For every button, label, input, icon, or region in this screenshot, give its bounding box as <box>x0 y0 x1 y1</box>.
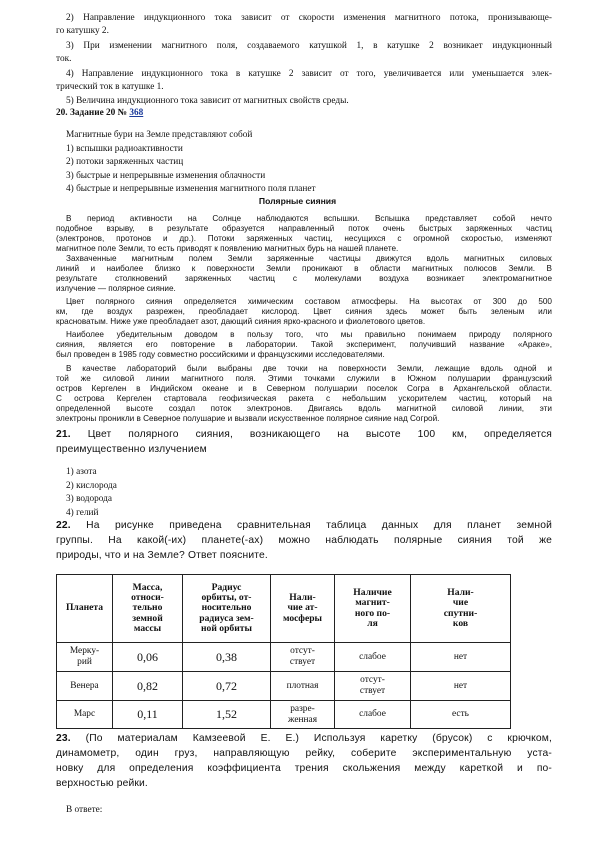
cell-text: разре- <box>290 703 315 714</box>
header-mass-line: тельно <box>132 602 163 614</box>
cell-text: женная <box>287 714 318 725</box>
task23-line-3: новку для определения коэффициента трения скольжения между кареткой и по- <box>56 763 552 774</box>
cell-planet <box>57 672 113 701</box>
task20-option-4: 4) быстрые и непрерывные изменения магнитного поля планет <box>66 184 316 194</box>
cell-orbit-radius: 1,52 <box>183 701 271 729</box>
task20-option-1: 1) вспышки радиоактивности <box>66 144 183 154</box>
header-mass-line: массы <box>133 622 162 634</box>
cell-text: ствует <box>359 686 386 696</box>
task20-option-2: 2) потоки заряженных частиц <box>66 157 184 167</box>
cell-planet <box>57 643 113 672</box>
planet-comparison-table <box>56 574 511 729</box>
header-orbit-line: Радиус <box>211 581 242 593</box>
answer-label: В ответе: <box>66 805 103 815</box>
article-line-4: магнитное поле Земли, то есть приводят к появлению магнитных бурь на нашей планете. <box>56 244 399 253</box>
cell-magnetic-field <box>335 643 411 672</box>
task22-line-3: природы, что и на Земле? Ответ поясните. <box>56 550 268 561</box>
task20-question: Магнитные бури на Земле представляют собой <box>66 130 253 140</box>
task21-text-1: Цвет полярного сияния, возникающего на высоте 100 км, определяется <box>87 429 553 440</box>
cell-magnetic-field <box>335 701 411 729</box>
option-4-line-2: трический ток в катушке 1. <box>56 82 164 92</box>
cell-text: нет <box>453 680 468 691</box>
cell-text: отсут- <box>290 646 315 657</box>
cell-mass: 0,06 <box>113 643 183 672</box>
cell-text: плотная <box>286 680 319 691</box>
task23-line-2: динамометр, один груз, направляющую рейку, соберите экспериментальную уста- <box>56 748 552 759</box>
option-3-line-1: 3) При изменении магнитного поля, создаваемого катушкой 1, в катушке 2 возникает индукционный <box>66 41 552 51</box>
header-atmosphere-line: Нали- <box>289 592 316 604</box>
header-orbit-line: ной орбиты <box>201 622 252 634</box>
header-planet-line: Планета <box>65 602 104 614</box>
header-satellites-line: спутни- <box>443 607 478 619</box>
cell-satellites <box>411 643 511 672</box>
table-header-row <box>57 575 511 643</box>
header-atmosphere <box>271 575 335 643</box>
cell-atmosphere <box>271 643 335 672</box>
header-magnetic-line: магнит- <box>355 597 390 609</box>
option-2-line-1: 2) Направление индукционного тока зависит от скорости изменения магнитного потока, пронизывающе- <box>66 13 552 23</box>
article-line-1: В период активности на Солнце наблюдаются вспышки. Вспышка представляет собой нечто <box>66 214 552 223</box>
table-row <box>57 643 511 672</box>
article-line-11: красноватым. Ниже уже преобладает азот, дающий сияния ярко-красного и фиолетового цветов. <box>56 317 426 326</box>
header-atmosphere-line: мосферы <box>282 612 323 624</box>
header-atmosphere-line: чие ат- <box>287 602 318 614</box>
task20-heading <box>56 107 143 120</box>
article-line-10: км, где воздух разрежен, преобладает кислород. Цвет сияния здесь может быть зеленым или <box>56 307 552 316</box>
cell-atmosphere <box>271 672 335 701</box>
article-line-3: (электронов, протонов и др.). Потоки заряженных частиц, несущихся с огромной скоростью, изменяют <box>56 234 552 243</box>
header-satellites-line: Нали- <box>447 587 474 599</box>
header-mass-line: относи- <box>131 592 164 604</box>
cell-mass: 0,82 <box>113 672 183 701</box>
option-2-line-2: го катушку 2. <box>56 26 109 36</box>
article-line-2: подобное взрыву, в результате образуется направленный поток очень быстрых заряженных частиц <box>56 224 552 233</box>
cell-planet <box>57 701 113 729</box>
header-satellites-line: ков <box>452 617 469 629</box>
header-magnetic-line: Наличие <box>353 587 392 599</box>
cell-satellites <box>411 701 511 729</box>
cell-satellites <box>411 672 511 701</box>
header-magnetic-line: ля <box>367 617 378 629</box>
cell-mass: 0,11 <box>113 701 183 729</box>
option-4-line-1: 4) Направление индукционного тока в катушке 2 зависит от того, увеличивается или уменьшается элек- <box>66 69 552 79</box>
article-line-8: излучение — полярное сияние. <box>56 284 176 293</box>
article-line-17: остров Кергелен в Индийском океане и в Северном полушарии поселок Согра в Архангельской области. <box>56 384 552 393</box>
task21-number: 21. <box>56 429 71 440</box>
cell-atmosphere <box>271 701 335 729</box>
article-line-9: Цвет полярного сияния определяется химическим составом атмосферы. На высотах от 300 до 500 <box>66 297 552 306</box>
cell-text: слабое <box>359 709 386 720</box>
option-3-line-2: ток. <box>56 54 72 64</box>
header-orbit-line: носительно <box>201 602 252 614</box>
header-satellites <box>411 575 511 643</box>
article-line-5: Захваченные магнитным полем Земли заряженные частицы движутся вдоль магнитных силовых <box>66 254 552 263</box>
task23-line-1 <box>56 731 552 746</box>
article-line-6: линий и наиболее близко к поверхности Земли проникают в области магнитных полюсов Земли. В <box>56 264 552 273</box>
article-line-7: результате столкновений заряженных частиц с молекулами воздуха возникает электромагнитное <box>56 274 552 283</box>
task23-number: 23. <box>56 733 71 744</box>
article-line-12: Наиболее убедительным доводом в пользу того, что мы правильно понимаем природу полярного <box>66 330 552 339</box>
task22-line-2: группы. На какой(-их) планете(-ах) можно наблюдать полярные сияния той же <box>56 535 552 546</box>
cell-text: ствует <box>289 657 316 667</box>
cell-magnetic-field <box>335 672 411 701</box>
cell-text: Марс <box>73 709 96 720</box>
cell-text: рий <box>77 657 92 667</box>
article-line-19: определенной высоте создал поток электронов. Двигаясь вдоль магнитной силовой линии, эти <box>56 404 552 413</box>
cell-text: Венера <box>70 680 99 691</box>
article-line-14: был проведен в 1985 году совместно российскими и французскими исследователями. <box>56 350 385 359</box>
task21-line-1 <box>56 427 552 442</box>
header-orbit-line: радиуса зем- <box>199 612 254 624</box>
header-orbit-radius <box>183 575 271 643</box>
cell-text: отсут- <box>360 675 385 686</box>
cell-text: Мерку- <box>69 646 100 657</box>
article-line-15: В качестве лабораторий были выбраны две точки на поверхности Земли, лежащие вдоль одной и <box>66 364 552 373</box>
table-row <box>57 701 511 729</box>
article-line-20: электроны проникли в Северное полушарие и вызвали искусственное полярное сияние над Согрой. <box>56 414 440 423</box>
task21-line-2: преимущественно излучением <box>56 444 207 455</box>
task21-option-2: 2) кислорода <box>66 481 117 491</box>
header-mass <box>113 575 183 643</box>
header-mass-line: земной <box>132 612 163 624</box>
header-orbit-line: орбиты, от- <box>201 592 252 604</box>
article-line-18: С острова Кергелен стартовала геофизическая ракета с небольшим ускорителем частиц, который на <box>56 394 552 403</box>
table-row <box>57 672 511 701</box>
header-mass-line: Масса, <box>132 581 163 593</box>
cell-orbit-radius: 0,38 <box>183 643 271 672</box>
cell-text: нет <box>453 651 468 662</box>
option-5: 5) Величина индукционного тока зависит от магнитных свойств среды. <box>66 96 349 106</box>
task22-line-1 <box>56 518 552 533</box>
task20-option-3: 3) быстрые и непрерывные изменения облачности <box>66 171 266 181</box>
task23-text-1: (По материалам Камзеевой Е. Е.) Используя каретку (брусок) с крючком, <box>85 733 552 744</box>
task21-option-3: 3) водорода <box>66 494 113 504</box>
header-magnetic-field <box>335 575 411 643</box>
task23-line-4: верхностью рейки. <box>56 778 148 789</box>
article-title: Полярные сияния <box>258 196 337 206</box>
cell-orbit-radius: 0,72 <box>183 672 271 701</box>
task22-text-1: На рисунке приведена сравнительная таблица данных для планет земной <box>86 520 553 531</box>
article-line-13: сияния, является его повторение в лаборатории. Такой эксперимент, получивший название «Араке», <box>56 340 552 349</box>
header-satellites-line: чие <box>452 597 469 609</box>
cell-text: слабое <box>359 651 386 662</box>
header-magnetic-line: ного по- <box>354 607 391 619</box>
task22-number: 22. <box>56 520 71 531</box>
header-planet <box>57 575 113 643</box>
cell-text: есть <box>452 709 469 720</box>
task21-option-4: 4) гелий <box>66 508 99 518</box>
task20-heading-text: 20. Задание 20 № <box>56 108 127 118</box>
task20-link[interactable]: 368 <box>129 108 144 118</box>
article-line-16: той же силовой линии магнитного поля. Этими точками служили в Южном полушарии французский <box>56 374 552 383</box>
task21-option-1: 1) азота <box>66 467 97 477</box>
